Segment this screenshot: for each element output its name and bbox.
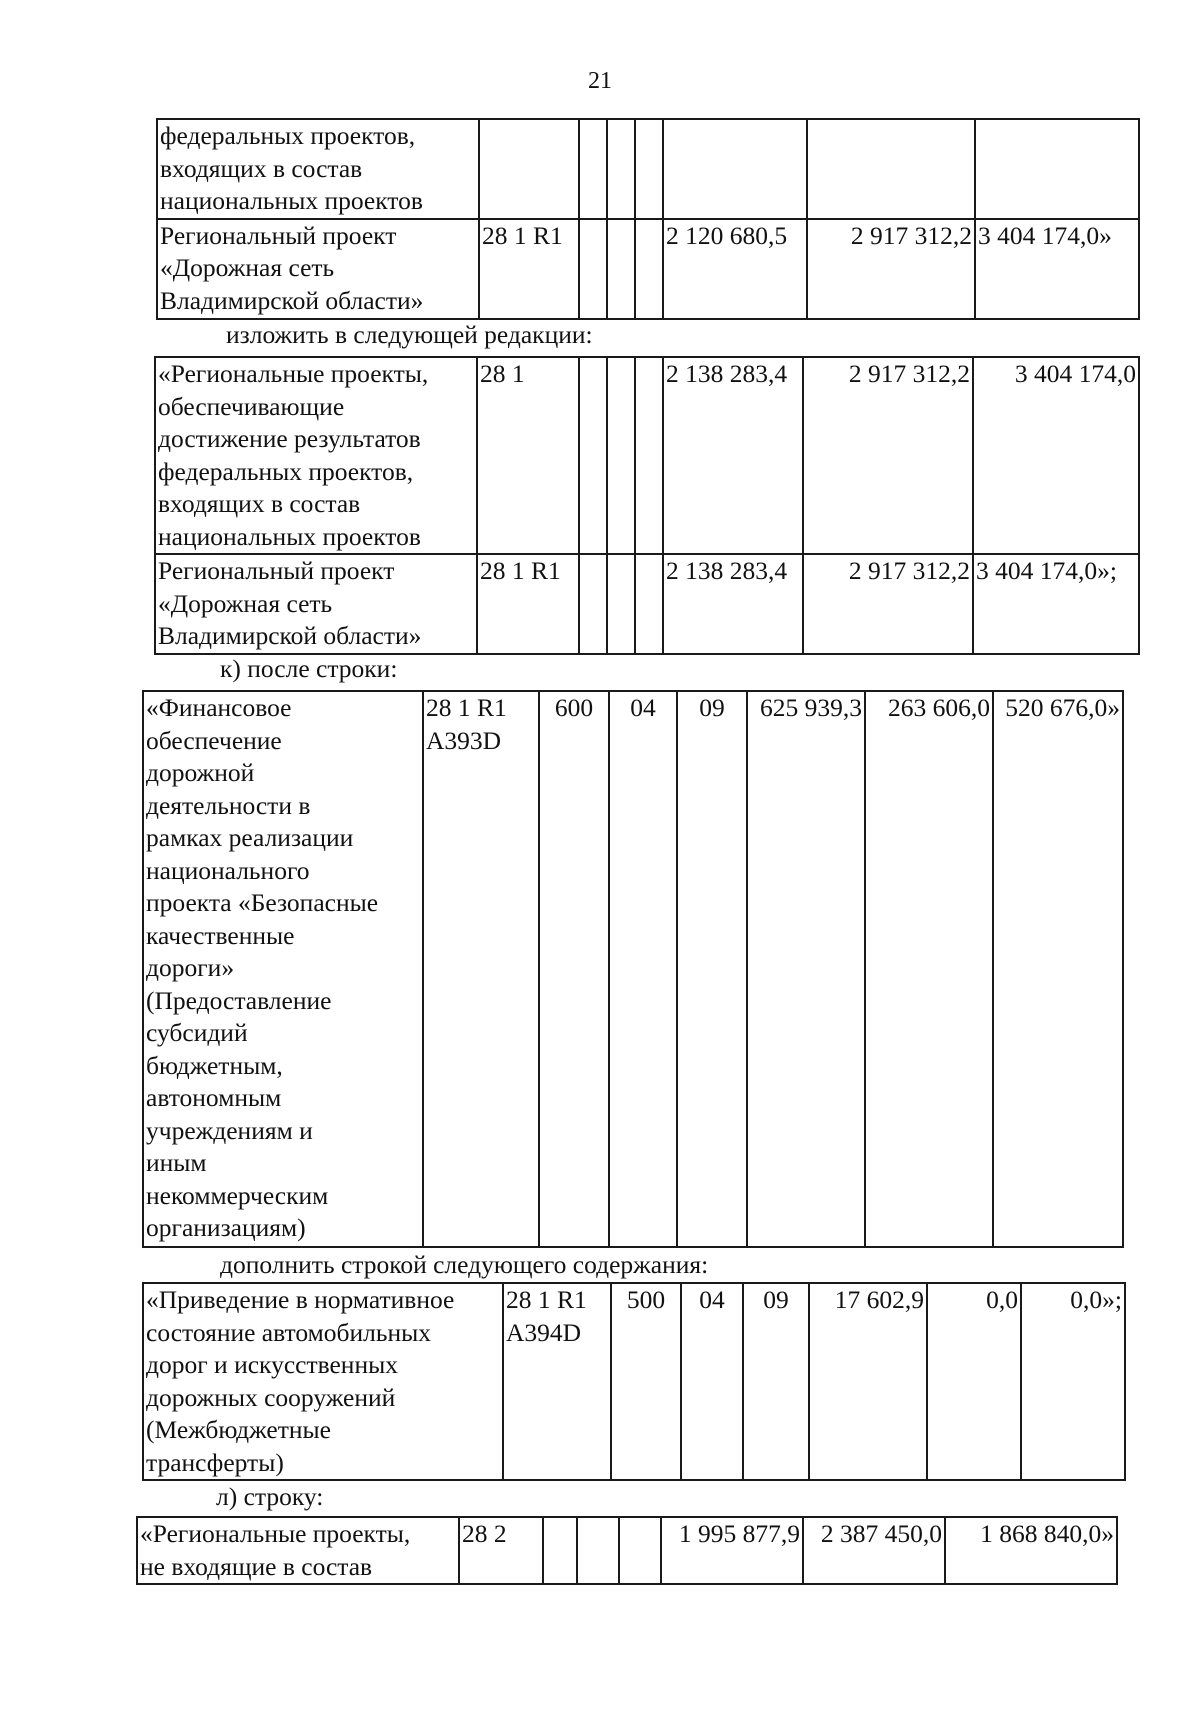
row-name-cell: федеральных проектов, входящих в состав национальных проектов [157, 119, 479, 219]
value-cell: 625 939,3 [747, 691, 865, 1247]
value-cell: 3 404 174,0»; [973, 554, 1139, 654]
section-cell: 04 [681, 1283, 743, 1480]
budget-table-new-row [142, 1282, 1126, 1481]
value-cell [663, 119, 807, 219]
row-name-cell: «Приведение в нормативное состояние автомобильных дорог и искусственных дорожных сооружений (Межбюджетные трансферты) [143, 1283, 503, 1480]
instruction-text: дополнить строкой следующего содержания: [220, 1250, 709, 1279]
empty-cell [619, 1517, 661, 1584]
instruction-text: л) строку: [216, 1482, 324, 1511]
value-cell: 17 602,9 [809, 1283, 927, 1480]
instruction-text: к) после строки: [220, 654, 398, 683]
value-cell: 1 995 877,9 [661, 1517, 803, 1584]
empty-cell [579, 357, 607, 554]
section-cell: 04 [609, 691, 677, 1247]
value-cell: 3 404 174,0 [973, 357, 1139, 554]
value-cell: 263 606,0 [865, 691, 993, 1247]
page-number: 21 [588, 68, 612, 94]
subsection-cell: 09 [677, 691, 747, 1247]
empty-cell [579, 119, 607, 219]
budget-table-new-edition [154, 356, 1140, 655]
value-cell: 2 138 283,4 [663, 357, 803, 554]
empty-cell [607, 554, 635, 654]
value-cell: 520 676,0» [993, 691, 1123, 1247]
table-row [157, 219, 1139, 319]
value-cell: 0,0»; [1021, 1283, 1125, 1480]
empty-cell [607, 119, 635, 219]
value-cell: 2 120 680,5 [663, 219, 807, 319]
empty-cell [543, 1517, 577, 1584]
code-cell: 28 2 [459, 1517, 543, 1584]
value-cell: 3 404 174,0» [975, 219, 1139, 319]
empty-cell [607, 357, 635, 554]
empty-cell [579, 219, 607, 319]
code-cell [479, 119, 579, 219]
code-cell: 28 1 R1 A393D [423, 691, 539, 1247]
value-cell: 0,0 [927, 1283, 1021, 1480]
table-row [155, 554, 1139, 654]
value-cell: 2 917 312,2 [803, 554, 973, 654]
empty-cell [577, 1517, 619, 1584]
empty-cell [635, 219, 663, 319]
empty-cell [635, 357, 663, 554]
budget-table-row-l [136, 1516, 1118, 1585]
code-cell: 28 1 [477, 357, 579, 554]
value-cell [807, 119, 975, 219]
empty-cell [579, 554, 607, 654]
value-cell: 2 917 312,2 [807, 219, 975, 319]
instruction-text: изложить в следующей редакции: [226, 320, 593, 349]
table-row [155, 357, 1139, 554]
row-name-cell: «Финансовое обеспечение дорожной деятельности в рамках реализации национального проекта «Безопасные качественные дороги» (Предоставление субсидий бюджетным, автономным учреждениям и иным некоммерческим организациям) [143, 691, 423, 1247]
table-row [137, 1517, 1117, 1584]
code-cell: 28 1 R1 A394D [503, 1283, 611, 1480]
kvr-cell: 600 [539, 691, 609, 1247]
code-cell: 28 1 R1 [479, 219, 579, 319]
value-cell [975, 119, 1139, 219]
empty-cell [635, 119, 663, 219]
empty-cell [635, 554, 663, 654]
kvr-cell: 500 [611, 1283, 681, 1480]
row-name-cell: «Региональные проекты, не входящие в состав [137, 1517, 459, 1584]
table-row [157, 119, 1139, 219]
table-row [143, 691, 1123, 1247]
empty-cell [607, 219, 635, 319]
row-name-cell: Региональный проект «Дорожная сеть Владимирской области» [155, 554, 477, 654]
row-name-cell: «Региональные проекты, обеспечивающие достижение результатов федеральных проектов, входящих в состав национальных проектов [155, 357, 477, 554]
budget-table-after-row [142, 690, 1124, 1248]
subsection-cell: 09 [743, 1283, 809, 1480]
value-cell: 2 917 312,2 [803, 357, 973, 554]
row-name-cell: Региональный проект «Дорожная сеть Владимирской области» [157, 219, 479, 319]
value-cell: 1 868 840,0» [945, 1517, 1117, 1584]
value-cell: 2 138 283,4 [663, 554, 803, 654]
table-row [143, 1283, 1125, 1480]
code-cell: 28 1 R1 [477, 554, 579, 654]
value-cell: 2 387 450,0 [803, 1517, 945, 1584]
budget-table-original [156, 118, 1140, 320]
